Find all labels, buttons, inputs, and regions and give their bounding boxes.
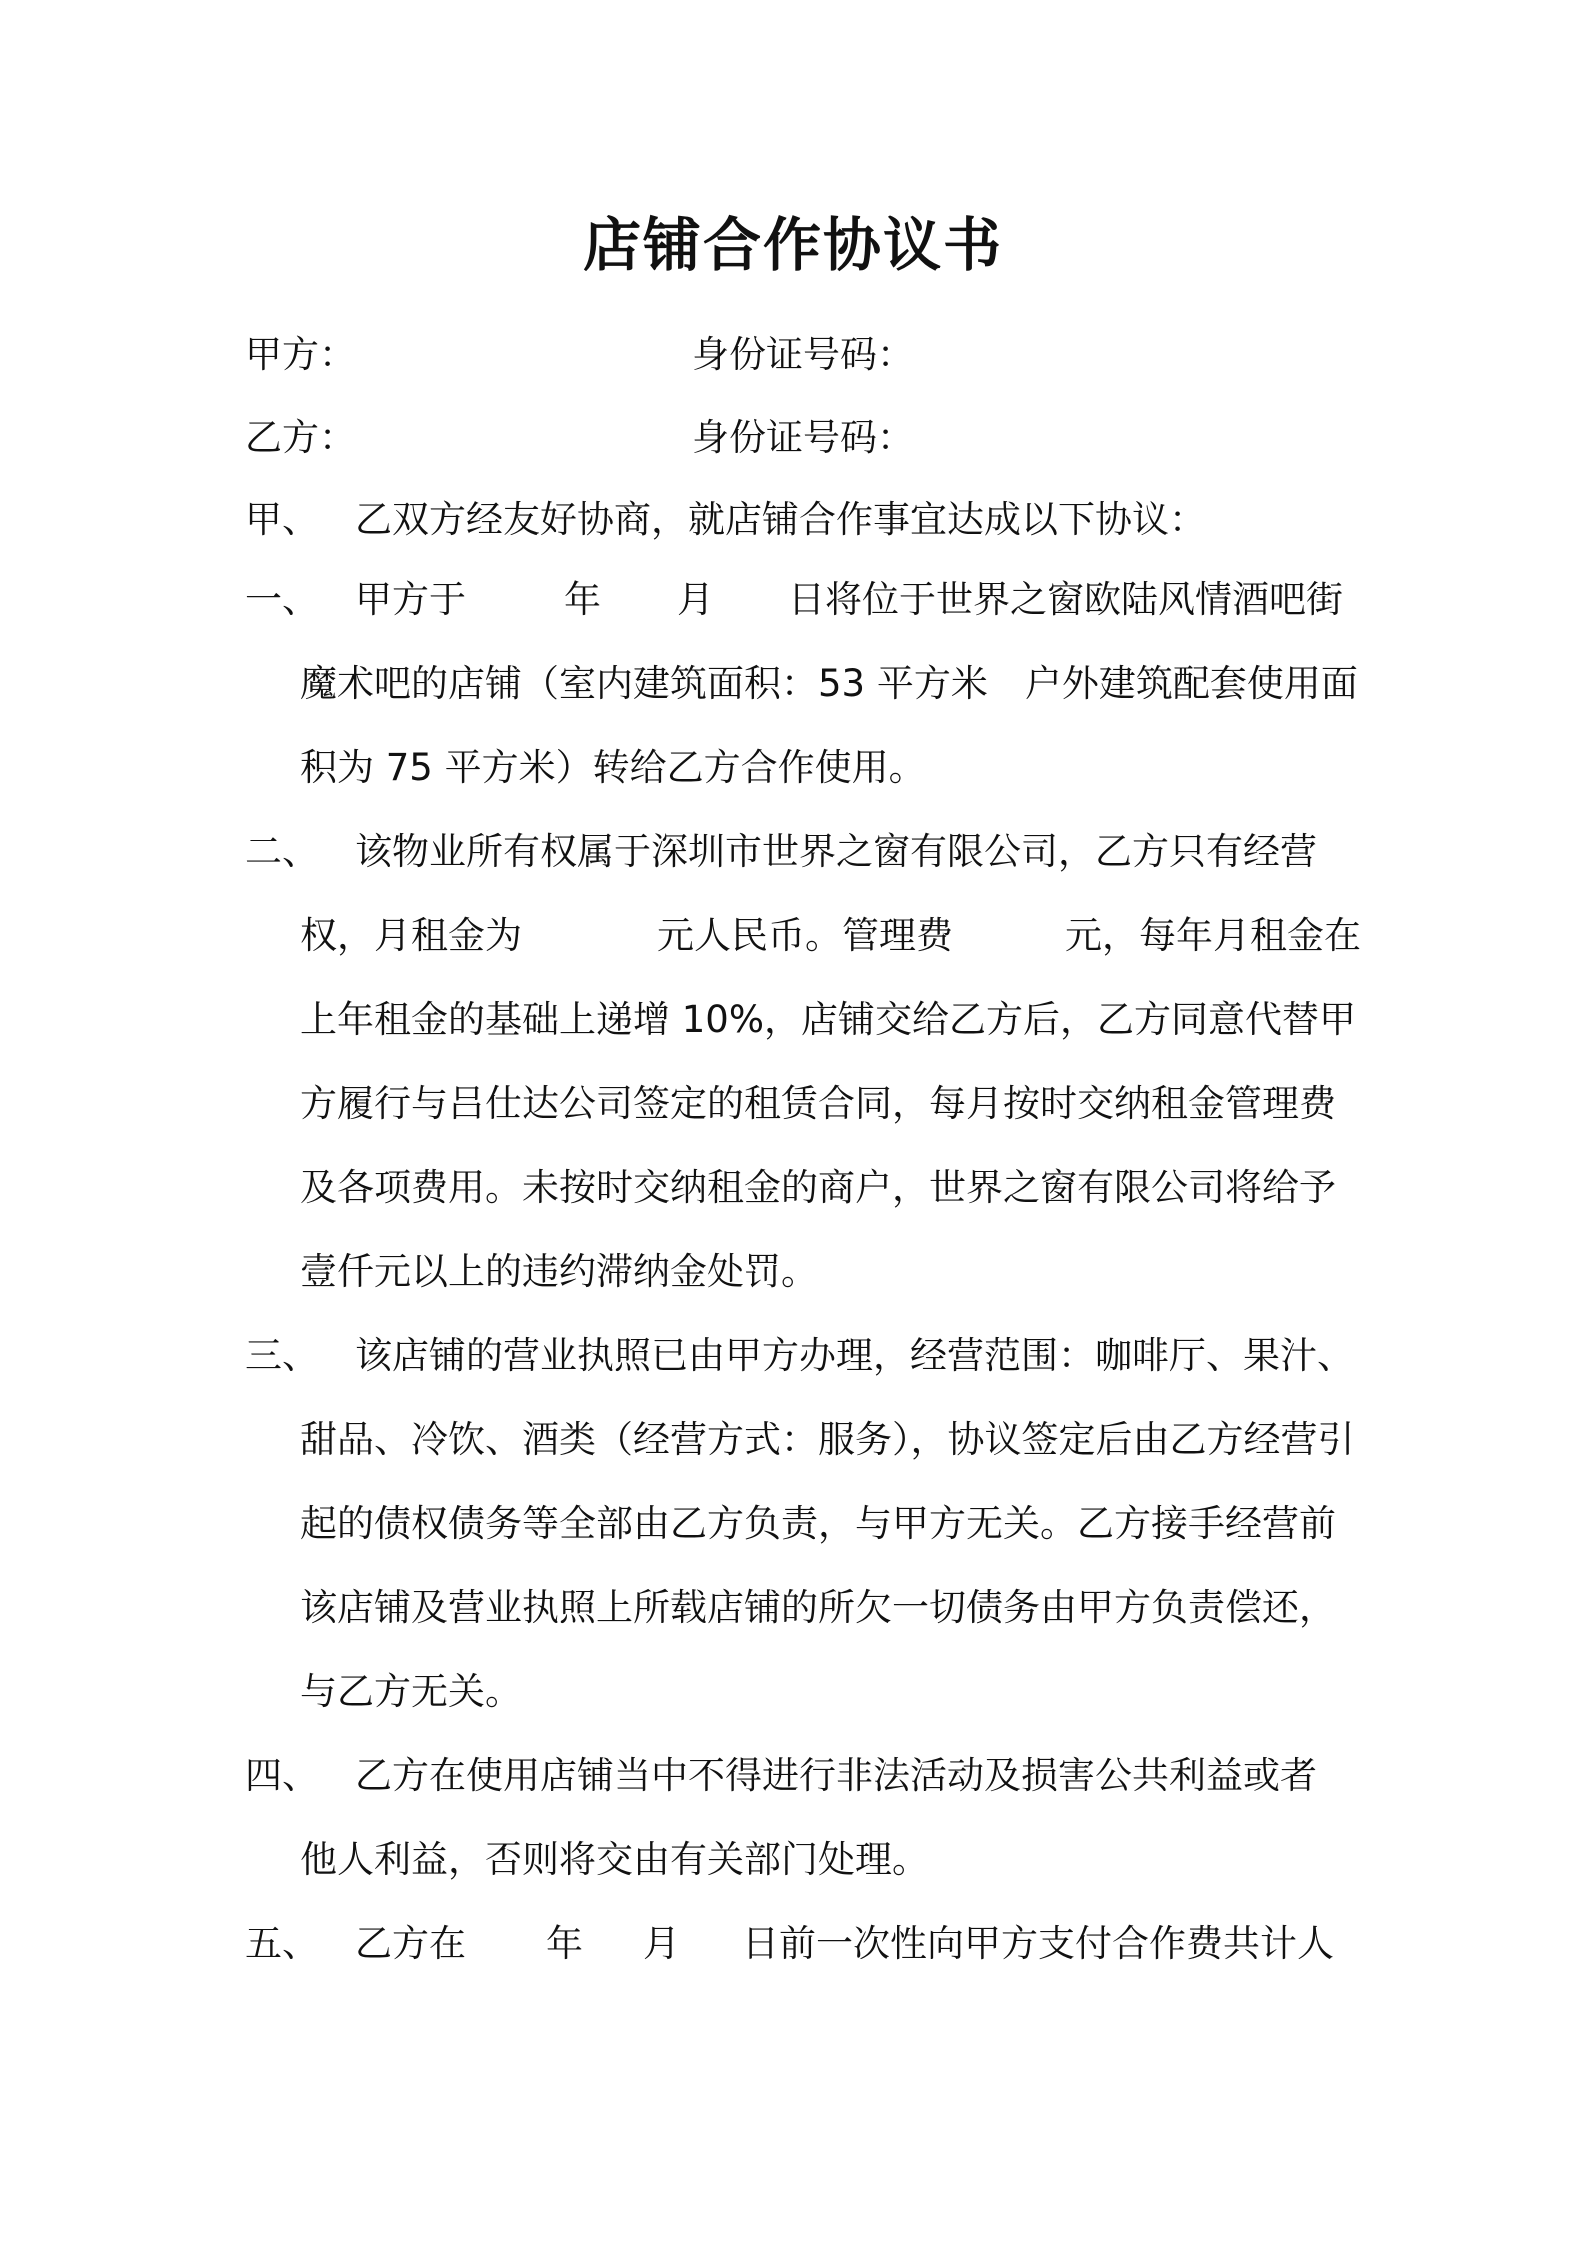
clause-line: 他人利益，否则将交由有关部门处理。: [300, 1838, 929, 1881]
clause-line: 甜品、冷饮、酒类（经营方式：服务），协议签定后由乙方经营引: [300, 1418, 1355, 1461]
clause-number: 四、: [245, 1754, 319, 1797]
clause-line: 该店铺的营业执照已由甲方办理，经营范围：咖啡厅、果汁、: [355, 1334, 1354, 1377]
clause-line: [300, 1902, 1355, 1986]
clause-line: [300, 558, 1355, 642]
clause-line: 起的债权债务等全部由乙方负责，与甲方无关。乙方接手经营前: [300, 1502, 1336, 1545]
clause-text: 元，每年月租金在: [1065, 914, 1361, 957]
clause-line: 积为 75 平方米）转给乙方合作使用。: [300, 746, 926, 789]
clause-number: 二、: [245, 830, 319, 873]
clause-line: [300, 894, 1361, 978]
clause-line: 上年租金的基础上递增 10%，店铺交给乙方后，乙方同意代替甲: [300, 998, 1356, 1041]
page-title: 店铺合作协议书: [582, 211, 1003, 279]
clause-line: 该店铺及营业执照上所载店铺的所欠一切债务由甲方负责偿还，: [300, 1586, 1336, 1629]
clause-number: 三、: [245, 1334, 319, 1377]
clause-text: 元人民币。管理费: [657, 914, 953, 957]
clause-line: 乙方在使用店铺当中不得进行非法活动及损害公共利益或者: [355, 1754, 1317, 1797]
clause-line: 及各项费用。未按时交纳租金的商户，世界之窗有限公司将给予: [300, 1166, 1336, 1209]
clause-text: 权，月租金为: [300, 914, 522, 957]
intro-marker: 甲、: [245, 498, 319, 541]
clause-number: 五、: [245, 1922, 319, 1965]
clause-text: 日将位于世界之窗欧陆风情酒吧街: [788, 578, 1343, 621]
party-a-id-label: 身份证号码：: [692, 333, 914, 376]
clause-line: 壹仟元以上的违约滞纳金处罚。: [300, 1250, 818, 1293]
clause-text: 月: [643, 1922, 680, 1965]
intro-paragraph: [245, 495, 1206, 545]
clause-line: 方履行与吕仕达公司签定的租赁合同，每月按时交纳租金管理费: [300, 1082, 1336, 1125]
clause-text: 乙方在: [355, 1922, 466, 1965]
clause-line: 该物业所有权属于深圳市世界之窗有限公司，乙方只有经营: [355, 830, 1317, 873]
party-a-label: 甲方：: [245, 333, 356, 376]
party-b-label: 乙方：: [245, 416, 356, 459]
clause-text: 甲方于: [355, 578, 466, 621]
clause-text: 日前一次性向甲方支付合作费共计人: [742, 1922, 1334, 1965]
clause-line: 魔术吧的店铺（室内建筑面积：53 平方米 户外建筑配套使用面: [300, 662, 1358, 705]
clause-number: 一、: [245, 578, 319, 621]
clause-line: 与乙方无关。: [300, 1670, 522, 1713]
clause-text: 年: [546, 1922, 583, 1965]
clause-text: 年: [564, 578, 601, 621]
party-b-id-label: 身份证号码：: [692, 416, 914, 459]
clause-text: 月: [677, 578, 714, 621]
intro-text: 乙双方经友好协商，就店铺合作事宜达成以下协议：: [355, 498, 1206, 541]
